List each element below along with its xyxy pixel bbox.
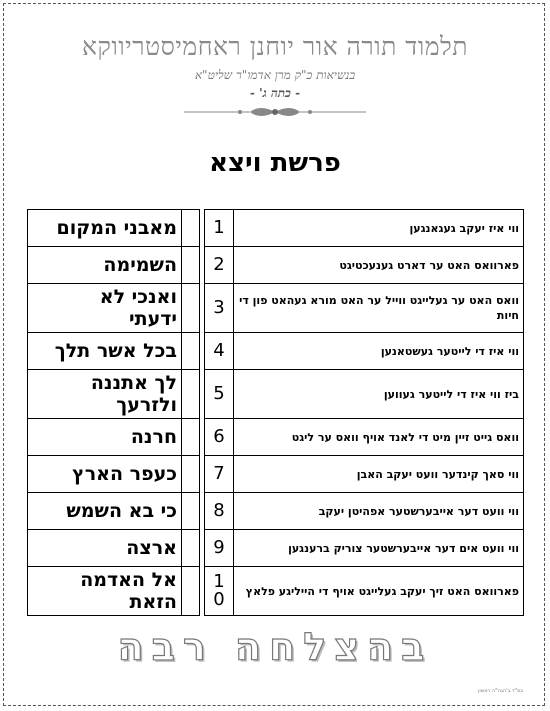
word-cell — [28, 370, 182, 419]
question-number-digit: 5 — [213, 383, 225, 404]
question-row — [205, 210, 524, 247]
question-number-digit: 8 — [213, 500, 225, 521]
question-number — [205, 284, 234, 333]
word-row — [28, 419, 200, 456]
school-name: תלמוד תורה אור יוחנן ראחמיסטריווקא — [82, 32, 468, 61]
class-label: - כתה ג' - — [249, 86, 301, 100]
answer-blank — [182, 493, 200, 530]
word-line: ידעתי — [129, 308, 177, 330]
answer-blank — [182, 284, 200, 333]
question-text: וואס גייט זיין מיט די לאנד אויף וואס ער ליגט — [234, 419, 524, 456]
word-line: אל האדמה — [80, 569, 177, 591]
question-number-digit: 4 — [213, 340, 225, 361]
question-number — [205, 247, 234, 284]
word-line: בכל אשר תלך — [54, 340, 177, 362]
word-row — [28, 210, 200, 247]
question-row — [205, 493, 524, 530]
answer-blank — [182, 456, 200, 493]
question-text: ווי וועט דער אייבערשטער אפהיטן יעקב — [234, 493, 524, 530]
question-number — [205, 493, 234, 530]
question-row — [205, 370, 524, 419]
question-number — [205, 419, 234, 456]
answer-blank — [182, 419, 200, 456]
question-row — [205, 284, 524, 333]
word-line: מאבני המקום — [56, 217, 177, 239]
answer-blank — [182, 370, 200, 419]
words-table — [27, 209, 200, 616]
question-text: ווי איז יעקב געגאנגען — [234, 210, 524, 247]
word-row — [28, 530, 200, 567]
question-text: ווי איז די לייטער געשטאנען — [234, 333, 524, 370]
question-number — [205, 210, 234, 247]
question-number — [205, 530, 234, 567]
word-line: ואנכי לא — [99, 286, 177, 308]
questions-table — [204, 209, 524, 616]
word-cell — [28, 333, 182, 370]
word-cell — [28, 530, 182, 567]
word-row — [28, 333, 200, 370]
word-row — [28, 247, 200, 284]
question-number-digit: 7 — [213, 463, 225, 484]
question-row — [205, 247, 524, 284]
word-cell — [28, 567, 182, 616]
good-luck-banner: בהצלחה רבה — [117, 625, 433, 669]
answer-blank — [182, 247, 200, 284]
word-row — [28, 493, 200, 530]
word-line: חרנה — [130, 426, 177, 448]
question-row — [205, 530, 524, 567]
word-line: כי בא השמש — [66, 500, 177, 522]
question-row — [205, 419, 524, 456]
parsha-title: פרשת ויצא — [209, 148, 341, 178]
word-row — [28, 456, 200, 493]
word-line: הזאת — [129, 591, 177, 613]
answer-blank — [182, 210, 200, 247]
question-number — [205, 456, 234, 493]
question-row — [205, 567, 524, 616]
question-number — [205, 333, 234, 370]
ornament-divider — [180, 102, 370, 122]
word-row — [28, 284, 200, 333]
question-number — [205, 370, 234, 419]
question-number — [205, 567, 234, 616]
question-row — [205, 456, 524, 493]
word-line: לך אתננה — [90, 372, 177, 394]
answer-blank — [182, 567, 200, 616]
question-number-digit: 6 — [213, 426, 225, 447]
word-cell — [28, 493, 182, 530]
word-line: כעפר הארץ — [72, 463, 177, 485]
question-text: פארוואס האט זיך יעקב געלייגט אויף די הייליגע פלאץ — [234, 567, 524, 616]
question-row — [205, 333, 524, 370]
question-text: וואס האט ער געלייגט ווייל ער האט מורא געהאט פון די חיות — [234, 284, 524, 333]
presidency-line: בנשיאות כ"ק מרן אדמו"ר שליט"א — [194, 68, 356, 82]
word-cell — [28, 456, 182, 493]
word-cell — [28, 247, 182, 284]
credit-text: בס"ד ב'הגה"ה ראשון — [478, 688, 524, 694]
answer-blank — [182, 333, 200, 370]
question-text: ביז ווי איז די לייטער געווען — [234, 370, 524, 419]
question-number-digit: 1 — [213, 217, 225, 238]
word-line: ארצה — [126, 537, 177, 559]
question-number-digit: 9 — [213, 537, 225, 558]
answer-blank — [182, 530, 200, 567]
question-text: ווי וועט אים דער אייבערשטער צוריק ברענגען — [234, 530, 524, 567]
word-cell — [28, 210, 182, 247]
question-number-digit: 3 — [213, 297, 225, 318]
question-text: ווי סאך קינדער וועט יעקב האבן — [234, 456, 524, 493]
word-line: ולזרעך — [116, 394, 177, 416]
question-text: פארוואס האט ער דארט גענעכטיגט — [234, 247, 524, 284]
word-row — [28, 567, 200, 616]
word-cell — [28, 419, 182, 456]
question-number-digit: 0 — [213, 589, 225, 610]
question-number-digit: 2 — [213, 254, 225, 275]
word-row — [28, 370, 200, 419]
word-line: השמימה — [103, 254, 177, 276]
question-number-digit: 1 — [213, 571, 225, 592]
word-cell — [28, 284, 182, 333]
